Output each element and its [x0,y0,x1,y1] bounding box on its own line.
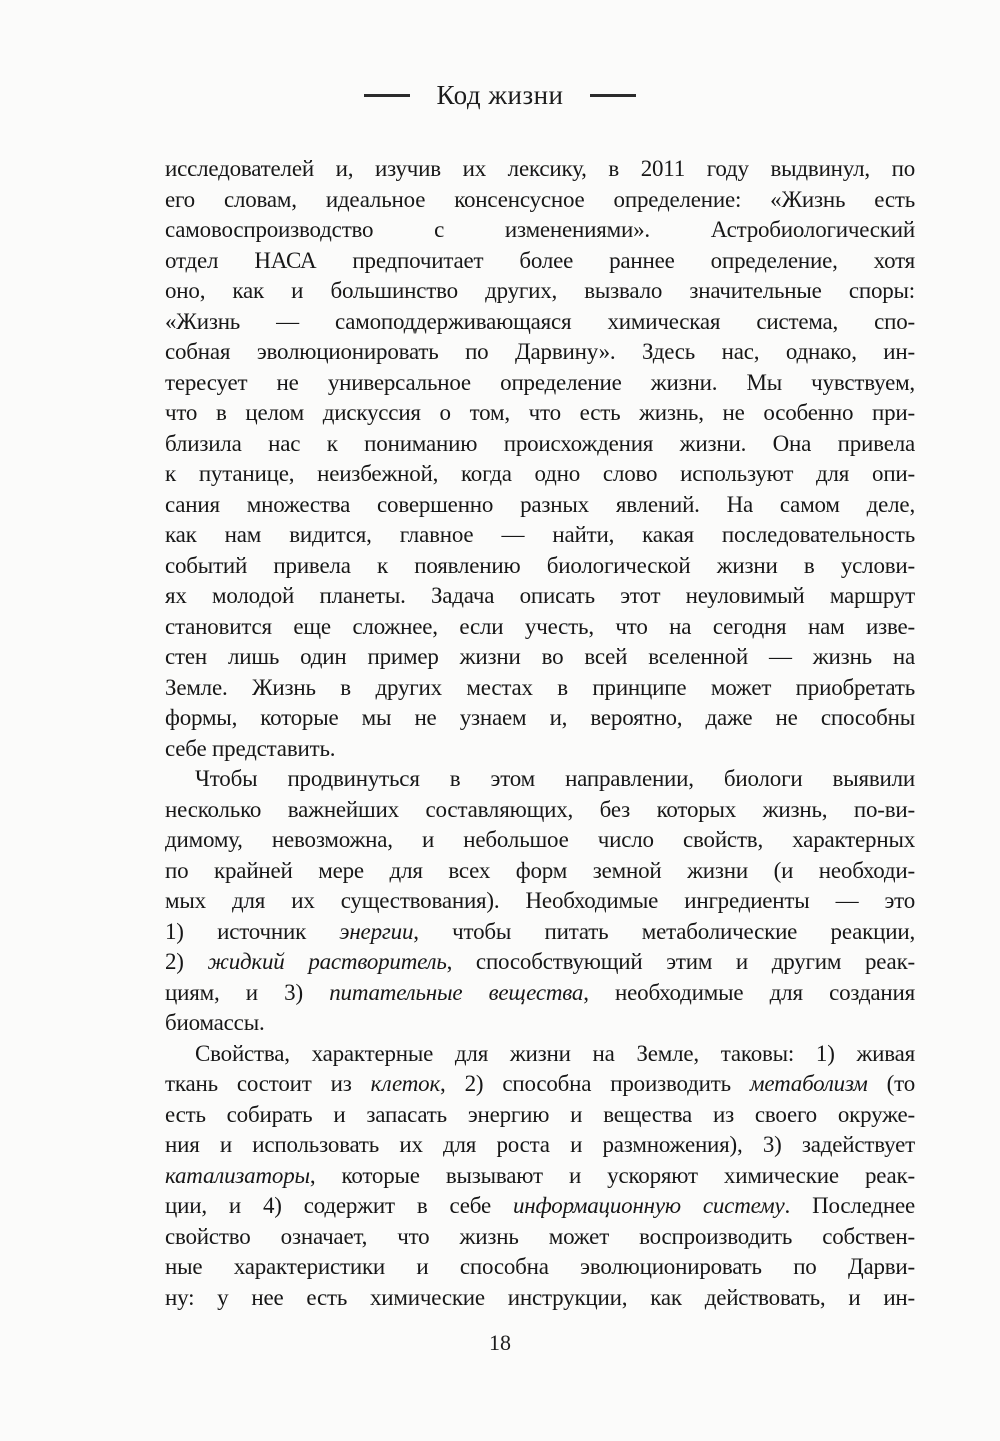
text-line [165,337,915,368]
text-run: , чтобы питать метаболические реакции, [413,918,915,944]
text-run-italic: питательные вещества [329,979,584,1005]
text-run: как нам видится, главное — найти, какая последовательность [165,522,915,547]
text-run: его словам, идеальное консенсусное определение: «Жизнь есть [165,186,915,212]
text-run: , способствующий этим и другим реак- [446,949,916,974]
text-line [165,490,915,521]
text-line [165,886,915,917]
text-run-italic: энергии [339,918,414,944]
text-line [165,1222,915,1253]
text-line [165,520,915,551]
running-header [0,80,1000,111]
paragraph [165,154,915,764]
text-run: . Последнее [784,1193,915,1218]
text-run: близила нас к пониманию происхождения жизни. Она привела [165,430,915,456]
text-run: сания множества совершенно разных явлений. На самом деле, [165,491,915,517]
text-run: исследователей и, изучив их лексику, в 2011 году выдвинул, по [165,156,915,181]
text-line [165,368,915,399]
text-run: самовоспроизводство с изменениями». Астробиологический [165,217,915,242]
text-line [165,429,915,460]
text-run: что в целом дискуссия о том, что есть жизнь, не особенно при- [165,400,915,425]
text-line [165,1100,915,1131]
text-line [165,154,915,185]
text-line [165,459,915,490]
text-line [165,764,915,795]
text-line [165,1039,915,1070]
text-line [165,215,915,246]
paragraph [165,764,915,1039]
text-run: к путанице, неизбежной, когда одно слово используют для опи- [165,461,915,486]
text-run: мых для их существования). Необходимые ингредиенты — это [165,888,915,913]
text-run: Земле. Жизнь в других местах в принципе может приобретать [165,674,915,700]
text-run: биомассы. [165,1010,265,1035]
text-run: оно, как и большинство других, вызвало значительные споры: [165,278,915,303]
text-run: формы, которые мы не узнаем и, вероятно, даже не способны [165,705,915,730]
text-run: ткань состоит из [165,1071,371,1096]
text-line [165,642,915,673]
text-run: ях молодой планеты. Задача описать этот неуловимый маршрут [165,583,915,608]
text-run-italic: катализаторы [165,1162,310,1188]
text-line [165,1191,915,1222]
header-rule-right [590,94,636,97]
text-run: 1) источник [165,918,340,944]
text-run: ния и использовать их для роста и размножения), 3) задействует [165,1132,915,1157]
text-run: стен лишь один пример жизни во всей вселенной — жизнь на [165,644,915,669]
text-line [165,1069,915,1100]
text-line [165,551,915,582]
text-run: димому, невозможна, и небольшое число свойств, характерных [165,827,915,852]
text-run: собная эволюционировать по Дарвину». Здесь нас, однако, ин- [165,339,915,364]
text-run: несколько важнейших составляющих, без которых жизнь, по-ви- [165,796,915,822]
text-line [165,673,915,704]
text-run-italic: клеток [370,1071,441,1096]
text-line [165,917,915,948]
text-line [165,856,915,887]
text-run: ции, и 4) содержит в себе [165,1193,513,1218]
text-line [165,1283,915,1314]
text-line [165,1130,915,1161]
page-number: 18 [489,1330,511,1355]
text-run: циям, и 3) [165,979,330,1005]
text-run: по крайней мере для всех форм земной жизни (и необходи- [165,857,915,883]
text-run: Чтобы продвинуться в этом направлении, биологи выявили [195,766,915,791]
text-run-italic: информационную систему [512,1193,785,1218]
text-block [165,154,915,1313]
paragraph [165,1039,915,1314]
text-line [165,1161,915,1192]
text-run: (то [867,1071,915,1096]
text-run: тересует не универсальное определение жизни. Мы чувствуем, [165,369,915,395]
header-rule-left [364,94,410,97]
text-run: ные характеристики и способна эволюционировать по Дарви- [165,1254,915,1279]
text-line [165,947,915,978]
text-run: событий привела к появлению биологической жизни в услови- [165,552,915,578]
text-run: «Жизнь — самоподдерживающаяся химическая система, спо- [165,308,915,334]
text-run: , которые вызывают и ускоряют химические реак- [309,1162,915,1188]
text-line [165,825,915,856]
text-line [165,1008,915,1039]
text-line [165,795,915,826]
text-run: отдел НАСА предпочитает более раннее определение, хотя [165,247,915,273]
text-line [165,703,915,734]
text-run: ну: у нее есть химические инструкции, как действовать, и ин- [165,1284,915,1310]
text-line [165,581,915,612]
text-run: свойство означает, что жизнь может воспроизводить собствен- [165,1223,915,1249]
text-run: 2) [165,949,208,974]
text-line [165,307,915,338]
text-run: , 2) способна производить [440,1071,750,1096]
text-line [165,398,915,429]
text-line [165,1252,915,1283]
text-run: Свойства, характерные для жизни на Земле, таковы: 1) живая [195,1040,915,1066]
text-run: есть собирать и запасать энергию и вещества из своего окруже- [165,1101,915,1127]
text-run-italic: метаболизм [749,1071,868,1096]
text-line [165,276,915,307]
text-line [165,612,915,643]
text-run: становится еще сложнее, если учесть, что на сегодня нам изве- [165,613,915,639]
text-line [165,978,915,1009]
text-run: себе представить. [165,735,336,761]
text-line [165,185,915,216]
text-run: , необходимые для создания [583,979,915,1005]
text-run-italic: жидкий растворитель [207,949,447,974]
text-line [165,734,915,765]
header-title: Код жизни [436,80,564,110]
text-line [165,246,915,277]
